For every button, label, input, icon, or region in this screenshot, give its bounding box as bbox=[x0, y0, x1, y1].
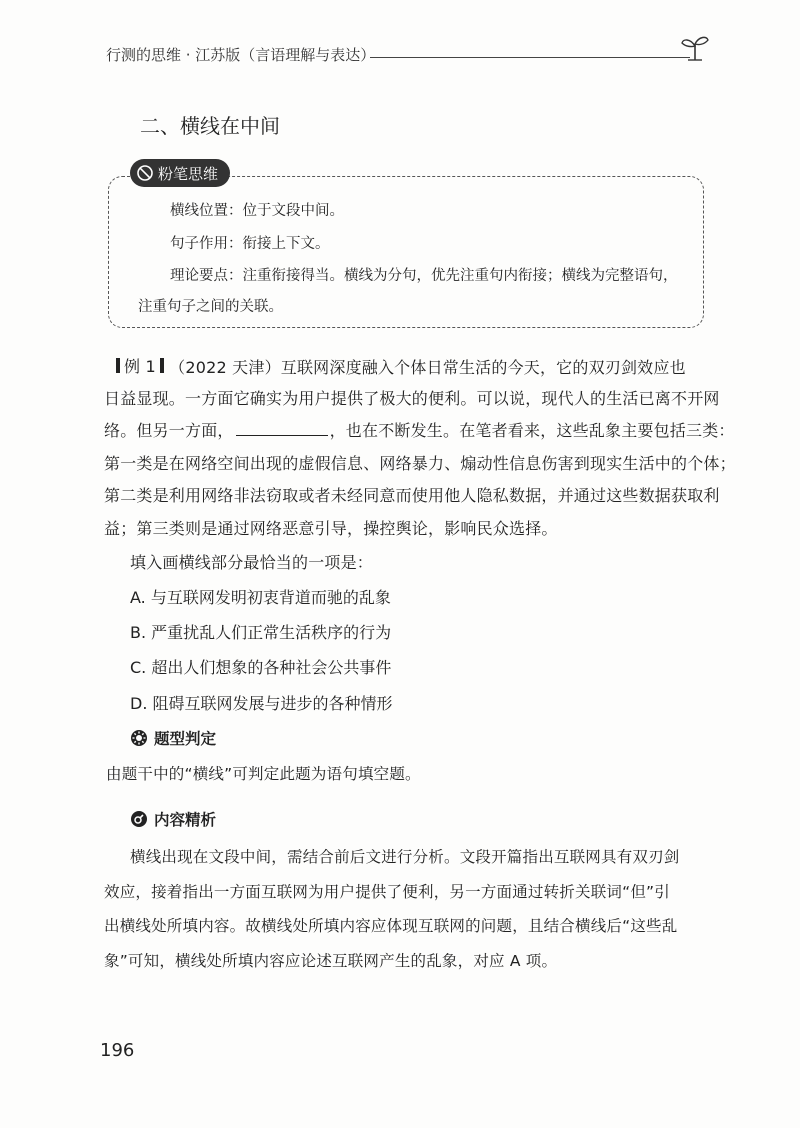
option-b: B. 严重扰乱人们正常生活秩序的行为 bbox=[130, 623, 392, 642]
question-prompt: 填入画横线部分最恰当的一项是： bbox=[130, 553, 374, 572]
analysis-heading bbox=[130, 808, 216, 830]
tag-bar-left bbox=[116, 358, 120, 373]
example-text: 络。但另一方面， bbox=[104, 421, 234, 440]
thinking-line: 横线位置：位于文段中间。 bbox=[170, 203, 344, 219]
option-d: D. 阻碍互联网发展与进步的各种情形 bbox=[130, 694, 393, 713]
analysis-line: 象”可知，横线处所填内容应论述互联网产生的乱象，对应 A 项。 bbox=[104, 952, 558, 970]
thinking-badge bbox=[130, 159, 230, 187]
section-title: 二、横线在中间 bbox=[140, 114, 280, 138]
thinking-line: 注重句子之间的关联。 bbox=[138, 299, 283, 315]
no-entry-icon bbox=[136, 164, 154, 182]
type-judgement-heading bbox=[130, 727, 216, 749]
type-judgement-text: 由题干中的“横线”可判定此题为语句填空题。 bbox=[106, 765, 421, 783]
thinking-badge-label: 粉笔思维 bbox=[158, 164, 219, 183]
option-a: A. 与互联网发明初衷背道而驰的乱象 bbox=[130, 588, 391, 607]
gear-sun-icon bbox=[130, 729, 148, 747]
magnifier-icon bbox=[130, 810, 148, 828]
example-line: 益；第三类则是通过网络恶意引导，操控舆论，影响民众选择。 bbox=[104, 519, 558, 538]
example-line bbox=[116, 354, 686, 378]
example-line: 第二类是利用网络非法窃取或者未经同意而使用他人隐私数据，并通过这些数据获取利 bbox=[104, 486, 720, 505]
tag-bar-right bbox=[160, 358, 164, 373]
example-tag-label: 例 1 bbox=[124, 357, 156, 376]
fill-in-blank bbox=[236, 421, 328, 436]
example-tag bbox=[116, 354, 164, 377]
example-line: 第一类是在网络空间出现的虚假信息、网络暴力、煽动性信息伤害到现实生活中的个体； bbox=[104, 454, 736, 473]
analysis-line: 出横线处所填内容。故横线处所填内容应体现互联网的问题，且结合横线后“这些乱 bbox=[104, 917, 678, 935]
option-c: C. 超出人们想象的各种社会公共事件 bbox=[130, 658, 392, 677]
type-judgement-label: 题型判定 bbox=[154, 730, 217, 748]
analysis-line: 横线出现在文段中间，需结合前后文进行分析。文段开篇指出互联网具有双刃剑 bbox=[130, 848, 680, 866]
example-text: （2022 天津）互联网深度融入个体日常生活的今天，它的双刃剑效应也 bbox=[169, 358, 686, 377]
running-head: 行测的思维 · 江苏版（言语理解与表达） bbox=[106, 46, 376, 64]
example-line bbox=[104, 418, 735, 441]
analysis-label: 内容精析 bbox=[154, 811, 217, 829]
page-number: 196 bbox=[100, 1040, 135, 1061]
example-line: 日益显现。一方面它确实为用户提供了极大的便利。可以说，现代人的生活已离不开网 bbox=[104, 389, 720, 408]
thinking-line: 句子作用：衔接上下文。 bbox=[170, 236, 330, 252]
sprout-icon bbox=[678, 30, 712, 64]
example-text: ，也在不断发生。在笔者看来，这些乱象主要包括三类： bbox=[329, 421, 735, 440]
header-rule bbox=[370, 57, 690, 58]
thinking-line: 理论要点：注重衔接得当。横线为分句，优先注重句内衔接；横线为完整语句， bbox=[170, 268, 678, 284]
analysis-line: 效应，接着指出一方面互联网为用户提供了便利，另一方面通过转折关联词“但”引 bbox=[104, 883, 670, 901]
